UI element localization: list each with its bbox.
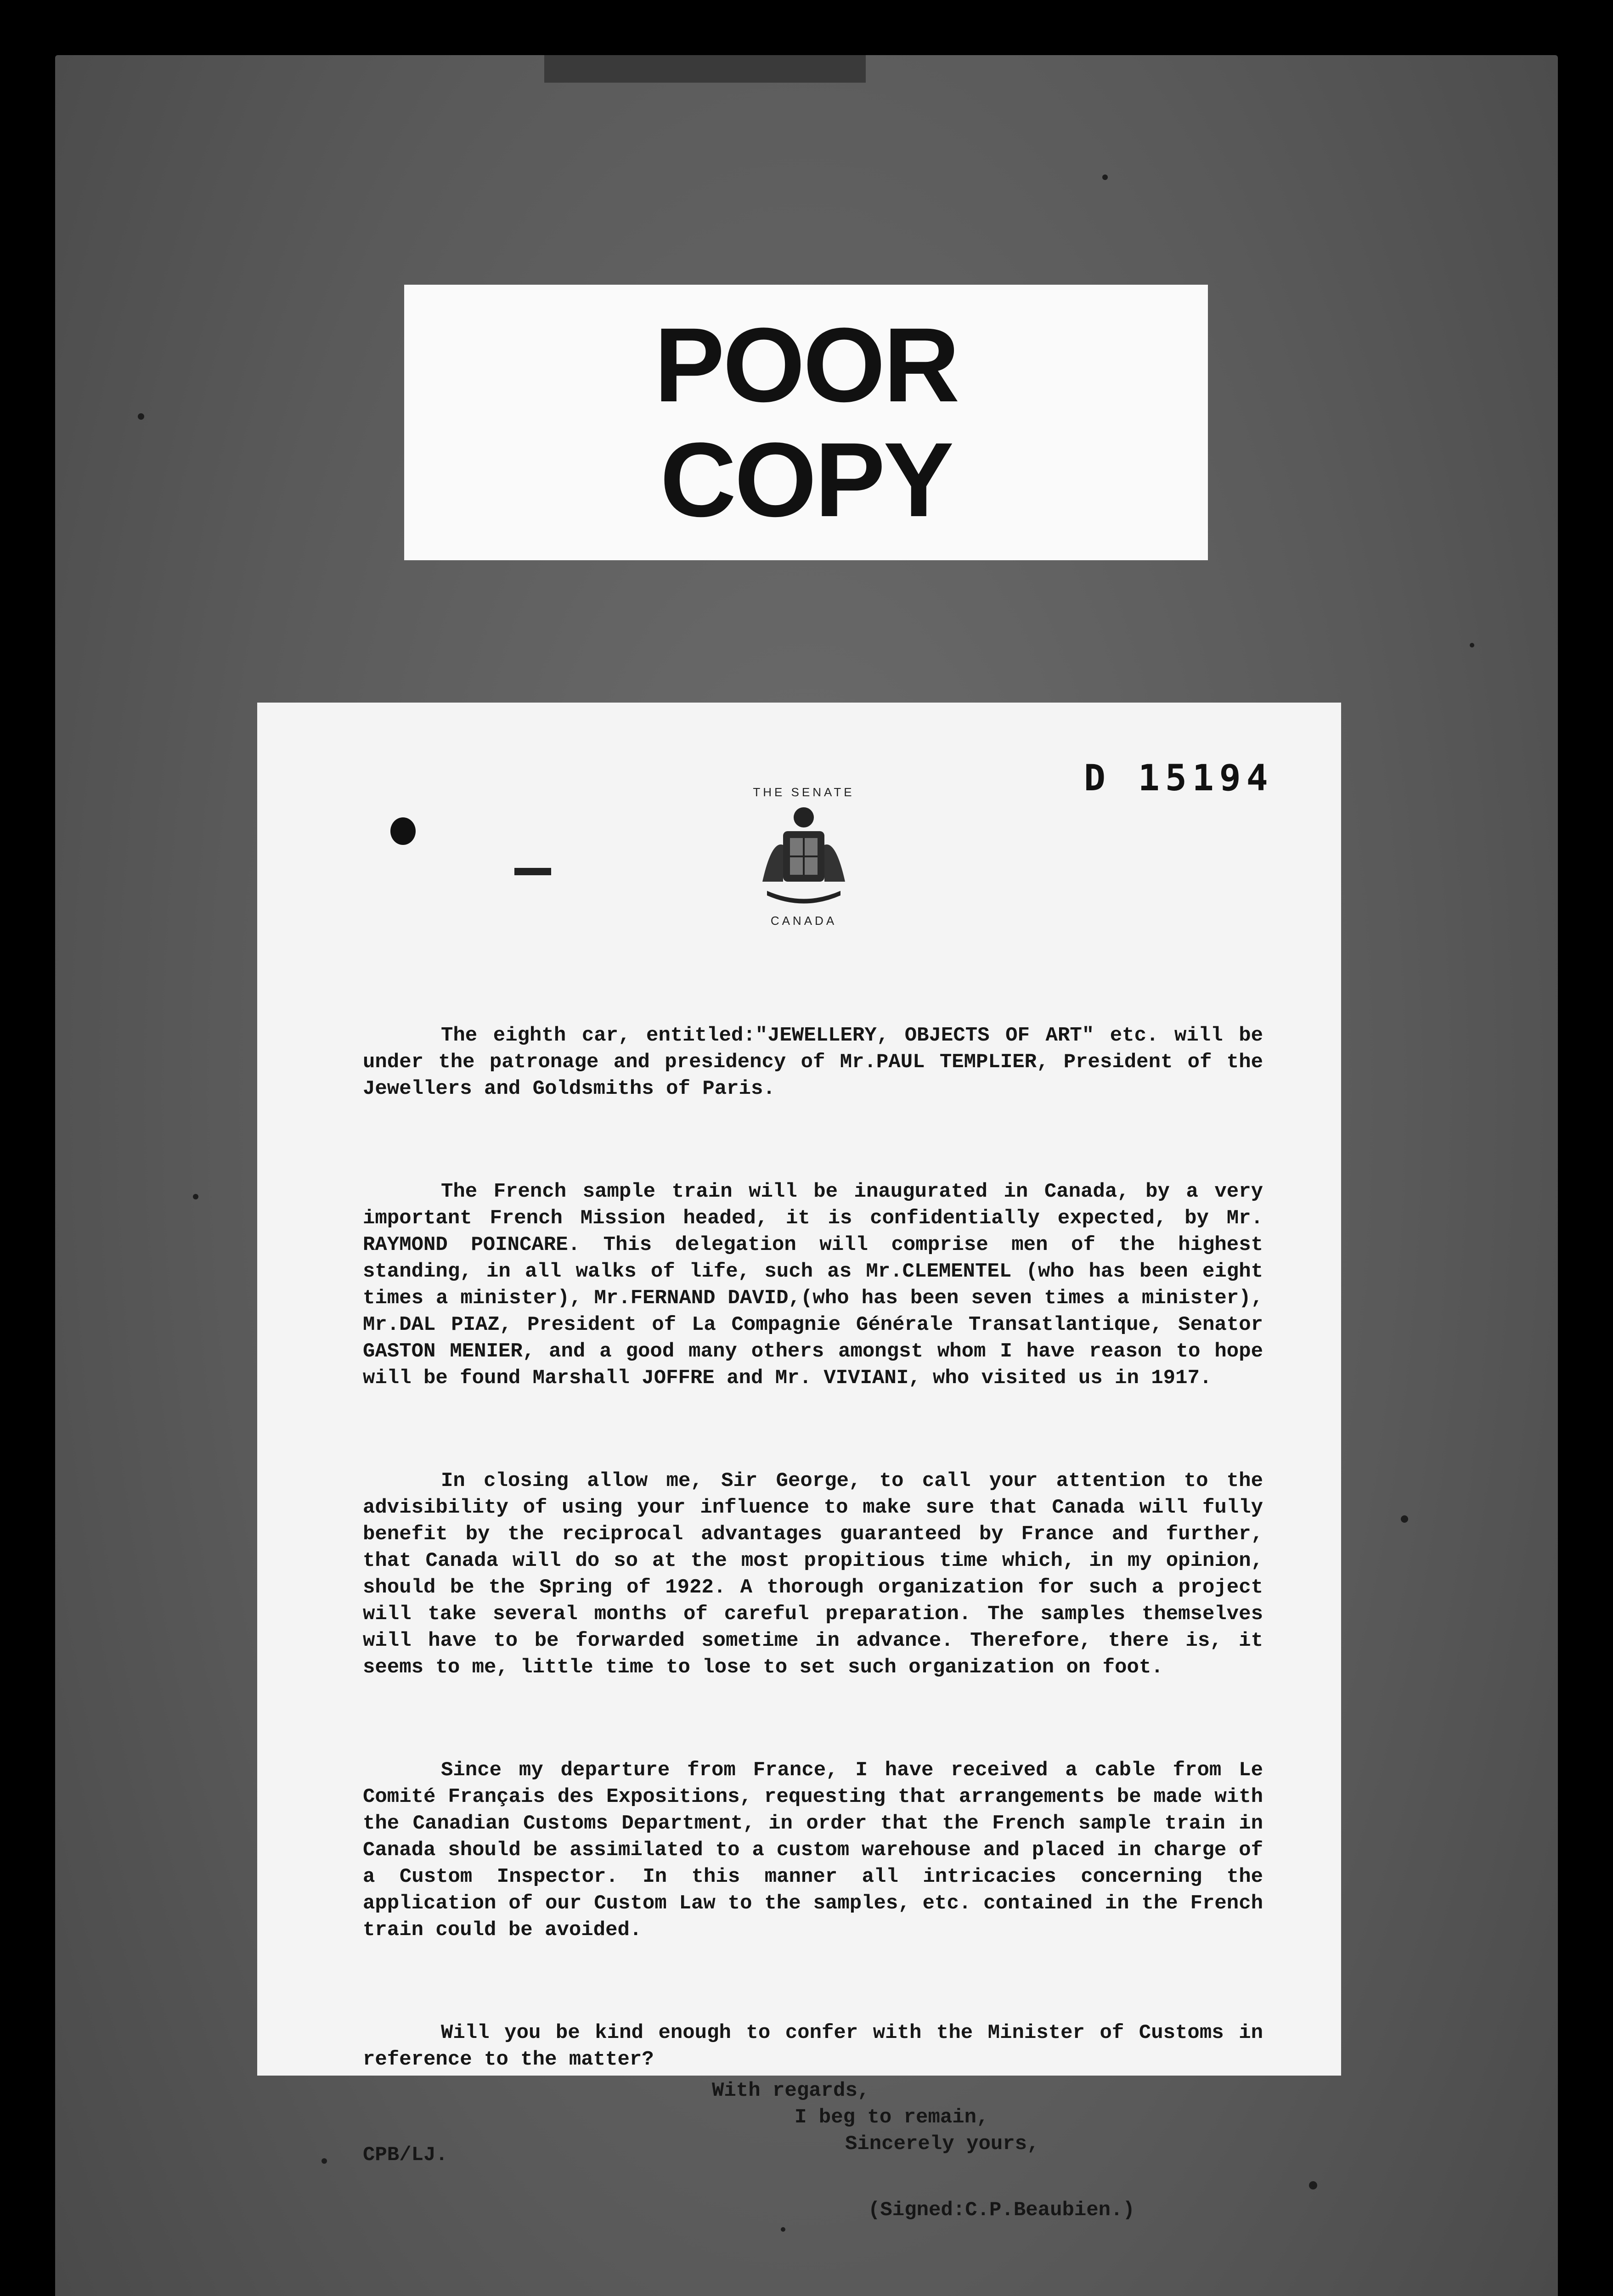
coat-of-arms-icon (758, 804, 850, 909)
board-speck (193, 1194, 198, 1199)
board-speck (1401, 1515, 1408, 1523)
board-speck (1102, 174, 1108, 180)
poor-copy-line1: POOR (654, 306, 958, 424)
board-speck (138, 413, 144, 420)
typist-initials: CPB/LJ. (363, 2144, 448, 2167)
letter-paragraph: In closing allow me, Sir George, to call your attention to the advisibility of using your influence to make sure that Canada will fully benefit by the reciprocal advantages guaranteed by France and further, that Canada will do so at the most propitious time which, in my opinion, should be the Spring of 1922. A thorough organization for such a project will take several months of careful preparation. The samples themselves will have to be forwarded sometime in advance. Therefore, there is, it seems to me, little time to lose to set such organization on foot. (363, 1469, 1275, 1679)
letter-paragraph: Will you be kind enough to confer with the Minister of Customs in reference to the matter? (363, 2021, 1275, 2071)
letter-paragraph: Since my departure from France, I have received a cable from Le Comité Français des Expositions, requesting that arrangements be made with the Canadian Customs Department, in order that the French sample train in Canada should be assimilated to a custom warehouse and placed in charge of a Custom Inspector. In this manner all intricacies concerning the application of our Custom Law to the samples, etc. contained in the French train could be avoided. (363, 1759, 1275, 1941)
board-speck (1470, 643, 1474, 647)
dash-mark (514, 868, 551, 875)
poor-copy-line2: COPY (660, 421, 952, 539)
board-speck (1309, 2181, 1317, 2189)
letter-paragraph: The French sample train will be inaugurated in Canada, by a very important French Mission headed, it is confidentially expected, by Mr. RAYMOND POINCARE. This delegation will comprise men of the highest standing, in all walks of life, such as Mr.CLEMENTEL (who has been eight times a minister), Mr.FERNAND DAVID,(who has been seven times a minister), Mr.DAL PIAZ, President of La Compagnie Générale Transatlantique, Senator GASTON MENIER, and a good many others amongst whom I have reason to hope will be found Marshall JOFFRE and Mr. VIVIANI, who visited us in 1917. (363, 1180, 1275, 1390)
poor-copy-label (404, 285, 1208, 560)
closing-regards: With regards, (712, 2079, 870, 2102)
senate-seal (726, 785, 882, 928)
letter-closing (363, 2077, 1263, 2264)
board-clip (544, 55, 866, 83)
closing-remain: I beg to remain, (795, 2106, 989, 2129)
seal-bottom-text: CANADA (770, 914, 837, 928)
letter-paragraph: The eighth car, entitled:"JEWELLERY, OBJECTS OF ART" etc. will be under the patronage and presidency of Mr.PAUL TEMPLIER, President of the Jewellers and Goldsmiths of Paris. (363, 1024, 1275, 1100)
letter-page (257, 703, 1341, 2222)
seal-top-text: THE SENATE (753, 785, 855, 799)
letter-body (363, 969, 1275, 2222)
reference-number: D 15194 (1084, 758, 1274, 799)
board-speck (321, 2158, 327, 2164)
ink-blot-mark (390, 817, 416, 845)
signature-line: (Signed:C.P.Beaubien.) (868, 2199, 1135, 2222)
closing-sincerely: Sincerely yours, (845, 2133, 1039, 2155)
